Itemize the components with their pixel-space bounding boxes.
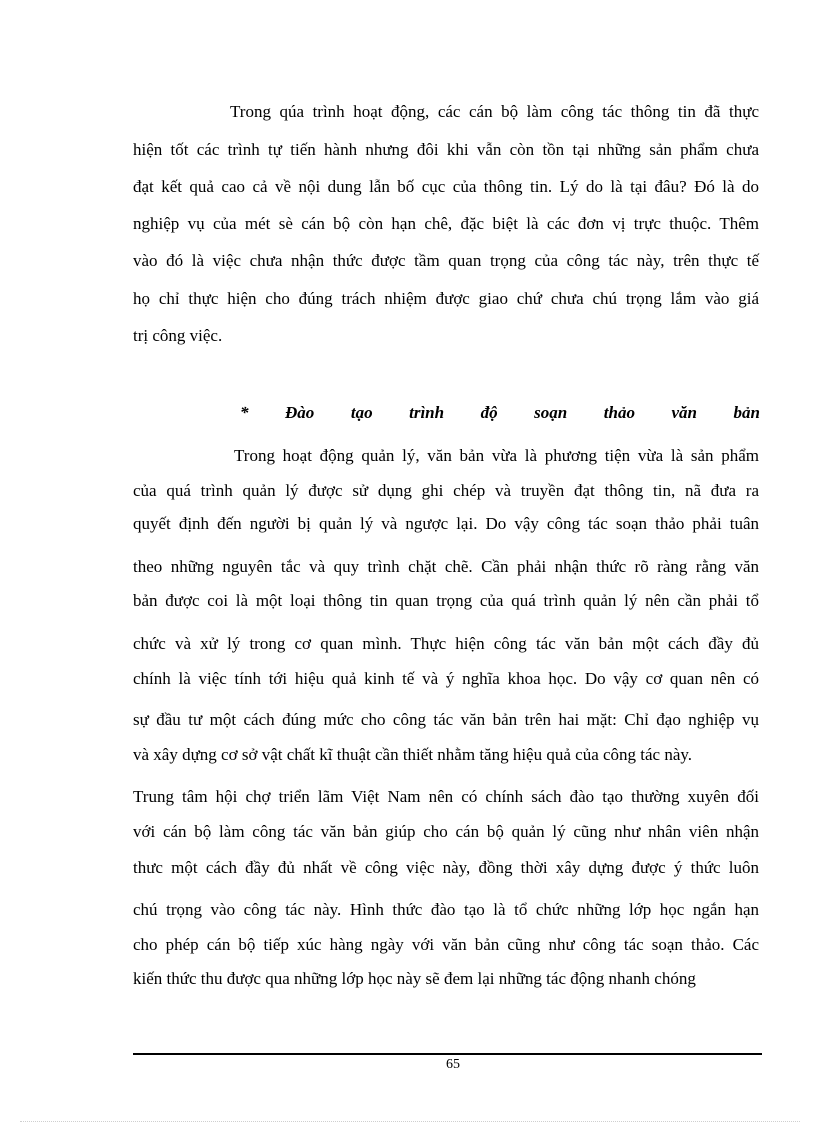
text-line: Trong qúa trình hoạt động, các cán bộ làm công tác thông tin đã thực xyxy=(230,102,759,121)
text-line: trị công việc. xyxy=(133,326,223,345)
page-bottom-border xyxy=(20,1121,800,1122)
heading-word: * xyxy=(240,403,249,422)
text-line: bản được coi là một loại thông tin quan trọng của quá trình quản lý nên cần phải tổ xyxy=(133,591,759,610)
section-heading xyxy=(240,402,760,424)
page-number: 65 xyxy=(446,1057,460,1072)
heading-word: văn xyxy=(671,403,697,422)
text-line: quyết định đến người bị quản lý và ngược lại. Do vậy công tác soạn thảo phải tuân xyxy=(133,514,759,533)
text-line: theo những nguyên tắc và quy trình chặt chẽ. Cần phải nhận thức rõ ràng rằng văn xyxy=(133,557,759,576)
text-line: thưc một cách đầy đủ nhất về công việc này, đồng thời xây dựng được ý thức luôn xyxy=(133,858,759,877)
text-line: sự đầu tư một cách đúng mức cho công tác văn bản trên hai mặt: Chỉ đạo nghiệp vụ xyxy=(133,710,759,729)
heading-word: soạn xyxy=(534,403,568,422)
text-line: kiến thức thu được qua những lớp học này sẽ đem lại những tác động nhanh chóng xyxy=(133,969,696,988)
heading-word: thảo xyxy=(603,403,635,422)
heading-word: bản xyxy=(733,403,760,422)
footer-rule xyxy=(133,1053,762,1055)
text-line: của quá trình quản lý được sử dụng ghi chép và truyền đạt thông tin, nã đưa ra xyxy=(133,481,759,500)
text-line: chức và xử lý trong cơ quan mình. Thực hiện công tác văn bản một cách đầy đủ xyxy=(133,634,759,653)
text-line: họ chỉ thực hiện cho đúng trách nhiệm được giao chứ chưa chú trọng lắm vào giá xyxy=(133,289,759,308)
text-line: nghiệp vụ của mét sè cán bộ còn hạn chê, đặc biệt là các đơn vị trực thuộc. Thêm xyxy=(133,214,759,233)
text-line: và xây dựng cơ sở vật chất kĩ thuật cần thiết nhằm tăng hiệu quả của công tác này. xyxy=(133,745,693,764)
text-line: cho phép cán bộ tiếp xúc hàng ngày với văn bản cũng như công tác soạn thảo. Các xyxy=(133,935,759,954)
text-line: chính là việc tính tới hiệu quả kinh tế và ý nghĩa khoa học. Do vậy cơ quan nên có xyxy=(133,669,759,688)
text-line: vào đó là việc chưa nhận thức được tầm quan trọng của công tác này, trên thực tế xyxy=(133,251,759,270)
text-line: hiện tốt các trình tự tiến hành nhưng đôi khi vẫn còn tồn tại những sản phẩm chưa xyxy=(133,140,759,159)
text-line: đạt kết quả cao cả về nội dung lẫn bố cục của thông tin. Lý do là tại đâu? Đó là do xyxy=(133,177,759,196)
text-line: Trong hoạt động quản lý, văn bản vừa là phương tiện vừa là sản phẩm xyxy=(234,446,759,465)
heading-word: độ xyxy=(480,403,498,422)
text-line: chú trọng vào công tác này. Hình thức đào tạo là tổ chức những lớp học ngắn hạn xyxy=(133,900,759,919)
text-line: với cán bộ làm công tác văn bản giúp cho cán bộ quản lý cũng như nhân viên nhận xyxy=(133,822,759,841)
heading-word: tạo xyxy=(350,403,373,422)
heading-word: Đào xyxy=(285,403,315,422)
heading-word: trình xyxy=(409,403,445,422)
text-line: Trung tâm hội chợ triển lãm Việt Nam nên có chính sách đào tạo thường xuyên đối xyxy=(133,787,759,806)
